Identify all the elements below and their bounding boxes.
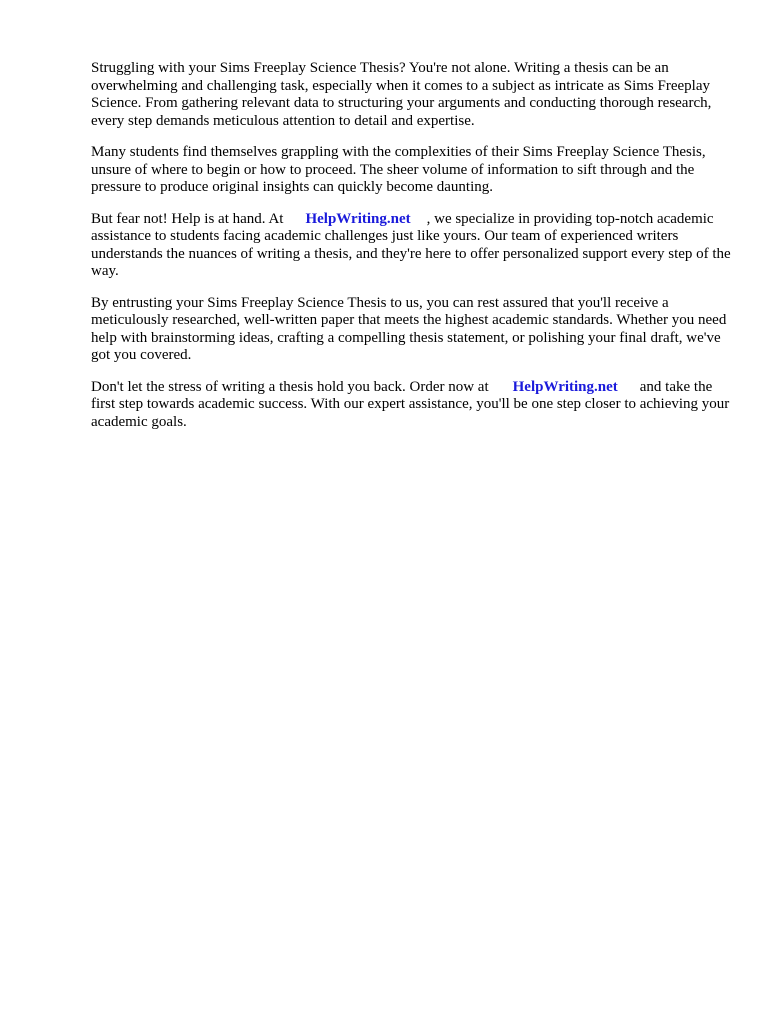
paragraph-struggles: Many students find themselves grappling with the complexities of their Sims Freeplay Science Thesis, unsure of where to begin or how to proceed. The sheer volume of information to sift through and the pressure to produce original insights can quickly become daunting.: [91, 144, 706, 195]
paragraph-order: [91, 379, 731, 432]
helpwriting-link-2[interactable]: HelpWriting.net: [512, 378, 618, 395]
helpwriting-link-1[interactable]: HelpWriting.net: [305, 210, 411, 227]
paragraph-order-before: Don't let the stress of writing a thesis hold you back. Order now at: [91, 378, 489, 395]
paragraph-order-after: and take the first step towards academic success. With our expert assistance, you'll be one step closer to achieving your academic goals.: [91, 378, 730, 430]
paragraph-help-before: But fear not! Help is at hand. At: [91, 210, 284, 227]
paragraph-entrust: By entrusting your Sims Freeplay Science Thesis to us, you can rest assured that you'll receive a meticulously researched, well-written paper that meets the highest academic standards. Whether you need help with brainstorming ideas, crafting a compelling thesis statement, or polishing your final draft, we've got you covered.: [91, 294, 727, 363]
paragraph-intro: Struggling with your Sims Freeplay Science Thesis? You're not alone. Writing a thesis can be an overwhelming and challenging task, especially when it comes to a subject as intricate as Sims Freeplay Science. From gathering relevant data to structuring your arguments and conducting thorough research, every step demands meticulous attention to detail and expertise.: [91, 60, 712, 129]
document-body: [91, 60, 731, 445]
paragraph-help: [91, 211, 731, 281]
paragraph-help-after: , we specialize in providing top-notch academic assistance to students facing academic challenges just like yours. Our team of experienced writers understands the nuances of writing a thesis, and they're here to offer personalized support every step of the way.: [91, 210, 731, 279]
